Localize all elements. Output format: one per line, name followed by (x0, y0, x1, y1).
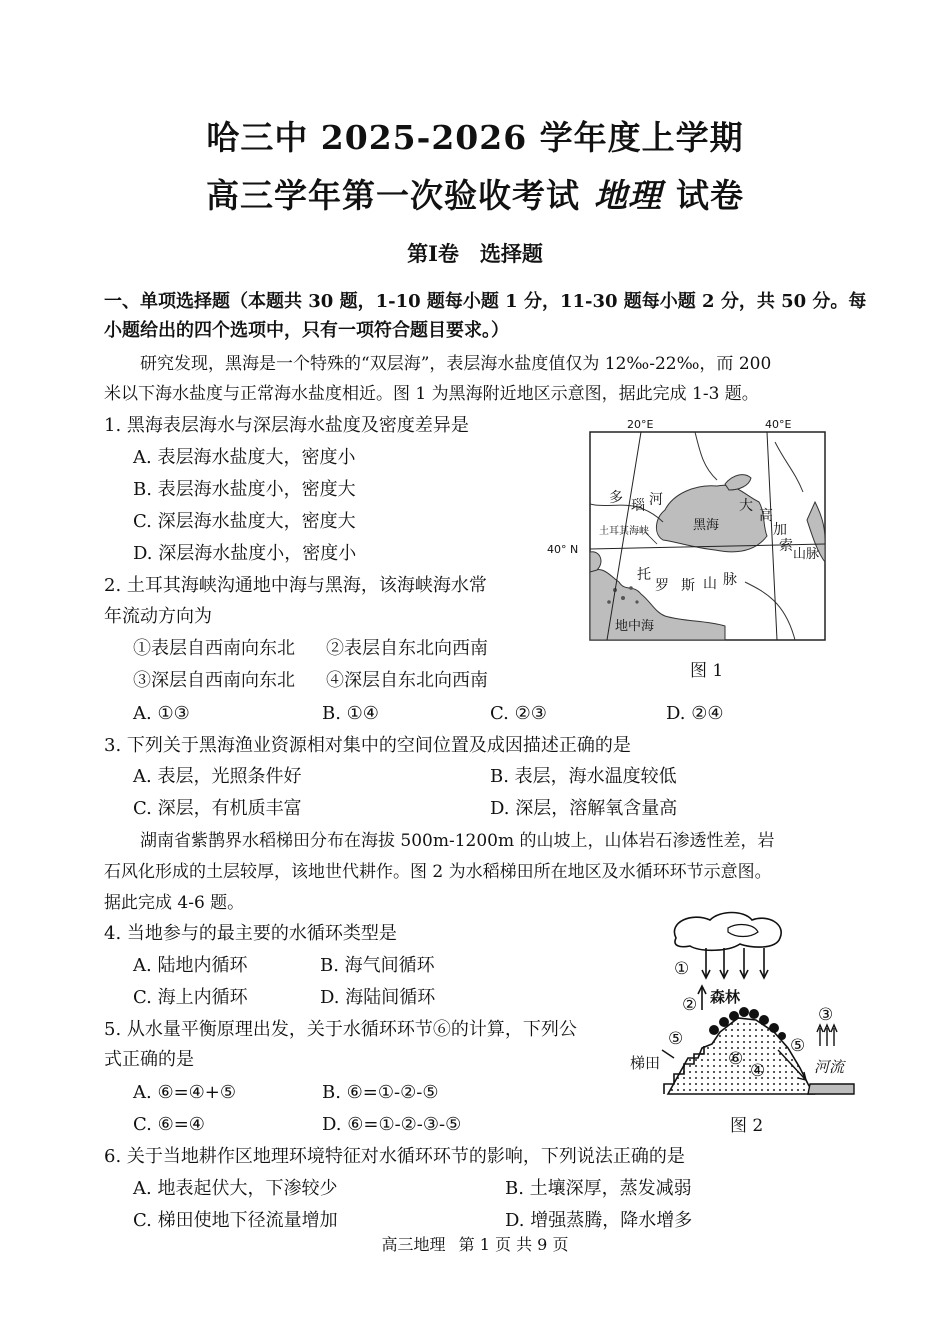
part1-heading-line1: 一、单项选择题（本题共 30 题，1-10 题每小题 1 分，11-30 题每小题 2 分，共 50 分。每 (104, 291, 867, 312)
title-subject: 地理 (594, 176, 662, 215)
footer-subject: 高三地理 (381, 1235, 446, 1254)
label-terrace: 梯田 (630, 1054, 661, 1072)
q5-stem-line2: 式正确的是 (104, 1049, 194, 1070)
figure1-caption: 图 1 (690, 661, 724, 681)
label-n2: ② (682, 995, 698, 1015)
q4-stem: 4. 当地参与的最主要的水循环类型是 (104, 923, 397, 944)
label-n6: ⑥ (728, 1049, 744, 1069)
q3-option-d[interactable]: D. 深层，溶解氧含量高 (490, 798, 678, 819)
label-n1: ① (674, 959, 690, 979)
q1-stem: 1. 黑海表层海水与深层海水盐度及密度差异是 (104, 415, 469, 436)
q2-stem-line2: 年流动方向为 (104, 606, 212, 627)
passage1-line1: 研究发现，黑海是一个特殊的“双层海”，表层海水盐度值仅为 12‰-22‰，而 200 (140, 354, 772, 374)
q2-statement-1: ①表层自西南向东北 (133, 638, 295, 659)
q6-option-c[interactable]: C. 梯田使地下径流量增加 (133, 1210, 338, 1231)
label-forest: 森林 (710, 988, 741, 1006)
label-turkish-strait: 土耳其海峡 (599, 526, 649, 537)
label-river: 河流 (814, 1058, 845, 1076)
label-duo: 多 (609, 490, 623, 506)
q3-option-c[interactable]: C. 深层，有机质丰富 (133, 798, 302, 819)
figure2-caption: 图 2 (730, 1116, 764, 1136)
passage2-line2: 石风化形成的土层较厚，该地世代耕作。图 2 为水稻梯田所在地区及水循环环节示意图。 (104, 862, 772, 882)
label-shan: 山 (703, 576, 717, 592)
q1-option-a[interactable]: A. 表层海水盐度大，密度小 (133, 447, 356, 468)
label-tuo: 托 (637, 567, 651, 583)
title-pre: 高三学年第一次验收考试 (206, 176, 580, 215)
passage2-line1: 湖南省紫鹊界水稻梯田分布在海拔 500m-1200m 的山坡上，山体岩石渗透性差，岩 (140, 831, 775, 851)
label-n4: ④ (750, 1061, 766, 1081)
q2-statement-4: ④深层自东北向西南 (326, 670, 488, 691)
label-lon-40e: 40°E (765, 418, 792, 431)
label-luo: 罗 (655, 578, 669, 594)
q1-option-b[interactable]: B. 表层海水盐度小，密度大 (133, 479, 356, 500)
section-title: 第Ⅰ卷 选择题 (407, 241, 543, 266)
passage1-line2: 米以下海水盐度与正常海水盐度相近。图 1 为黑海附近地区示意图，据此完成 1-3 题。 (104, 384, 759, 404)
q2-option-c[interactable]: C. ②③ (490, 703, 547, 724)
q4-option-b[interactable]: B. 海气间循环 (320, 955, 435, 976)
label-n5-left: ⑤ (668, 1029, 684, 1049)
q4-option-c[interactable]: C. 海上内循环 (133, 987, 248, 1008)
precipitation-arrows (702, 948, 768, 978)
q2-option-b[interactable]: B. ①④ (322, 703, 379, 724)
q3-stem: 3. 下列关于黑海渔业资源相对集中的空间位置及成因描述正确的是 (104, 735, 631, 756)
q6-option-a[interactable]: A. 地表起伏大，下渗较少 (133, 1178, 338, 1199)
label-n3: ③ (818, 1005, 834, 1025)
q5-stem-line1: 5. 从水量平衡原理出发，关于水循环环节⑥的计算，下列公 (104, 1019, 577, 1040)
label-mediterranean: 地中海 (615, 619, 655, 634)
label-he: 河 (649, 492, 663, 508)
title-post: 试卷 (676, 176, 744, 215)
evaporation-arrows (817, 1025, 837, 1046)
label-si: 斯 (681, 578, 695, 594)
q6-option-d[interactable]: D. 增强蒸腾，降水增多 (505, 1210, 693, 1231)
page-footer (0, 1232, 950, 1255)
label-da: 大 (739, 498, 753, 514)
exam-title-line2 (0, 170, 950, 217)
label-suo: 索 (779, 538, 793, 554)
q5-option-c[interactable]: C. ⑥=④ (133, 1114, 205, 1135)
part1-heading-line2: 小题给出的四个选项中，只有一项符合题目要求。） (104, 320, 509, 341)
q6-stem: 6. 关于当地耕作区地理环境特征对水循环环节的影响，下列说法正确的是 (104, 1146, 685, 1167)
figure2-water-cycle-diagram (628, 908, 864, 1103)
q2-stem-line1: 2. 土耳其海峡沟通地中海与黑海，该海峡海水常 (104, 575, 487, 596)
q5-option-d[interactable]: D. ⑥=①-②-③-⑤ (322, 1114, 462, 1135)
q2-statement-3: ③深层自西南向东北 (133, 670, 295, 691)
q2-statement-2: ②表层自东北向西南 (326, 638, 488, 659)
figure1-black-sea-map (545, 412, 835, 647)
label-black-sea: 黑海 (693, 518, 720, 533)
label-n5-right: ⑤ (790, 1036, 806, 1056)
river-channel (808, 1084, 854, 1094)
label-mai: 脉 (723, 572, 737, 588)
label-lon-20e: 20°E (627, 418, 654, 431)
q5-option-a[interactable]: A. ⑥=④+⑤ (133, 1082, 237, 1103)
q6-option-b[interactable]: B. 土壤深厚，蒸发减弱 (505, 1178, 692, 1199)
passage2-line3: 据此完成 4-6 题。 (104, 893, 245, 913)
label-gao: 高 (759, 508, 773, 524)
q4-option-a[interactable]: A. 陆地内循环 (133, 955, 248, 976)
q1-option-d[interactable]: D. 深层海水盐度小，密度小 (133, 543, 357, 564)
q3-option-b[interactable]: B. 表层，海水温度较低 (490, 766, 677, 787)
footer-page-number: 第 1 页 共 9 页 (458, 1235, 569, 1254)
label-shanmai-caucasus: 山脉 (793, 547, 820, 562)
q2-option-d[interactable]: D. ②④ (666, 703, 724, 724)
q5-option-b[interactable]: B. ⑥=①-②-⑤ (322, 1082, 439, 1103)
q1-option-c[interactable]: C. 深层海水盐度大，密度大 (133, 511, 356, 532)
q4-option-d[interactable]: D. 海陆间循环 (320, 987, 436, 1008)
q3-option-a[interactable]: A. 表层，光照条件好 (133, 766, 302, 787)
q2-option-a[interactable]: A. ①③ (133, 703, 190, 724)
label-lat-40n: 40° N (547, 543, 579, 556)
label-nao: 瑙 (631, 498, 645, 514)
label-jia: 加 (773, 522, 787, 538)
transpiration-arrows (698, 986, 706, 1010)
exam-title-line1: 哈三中 2025-2026 学年度上学期 (206, 118, 744, 157)
